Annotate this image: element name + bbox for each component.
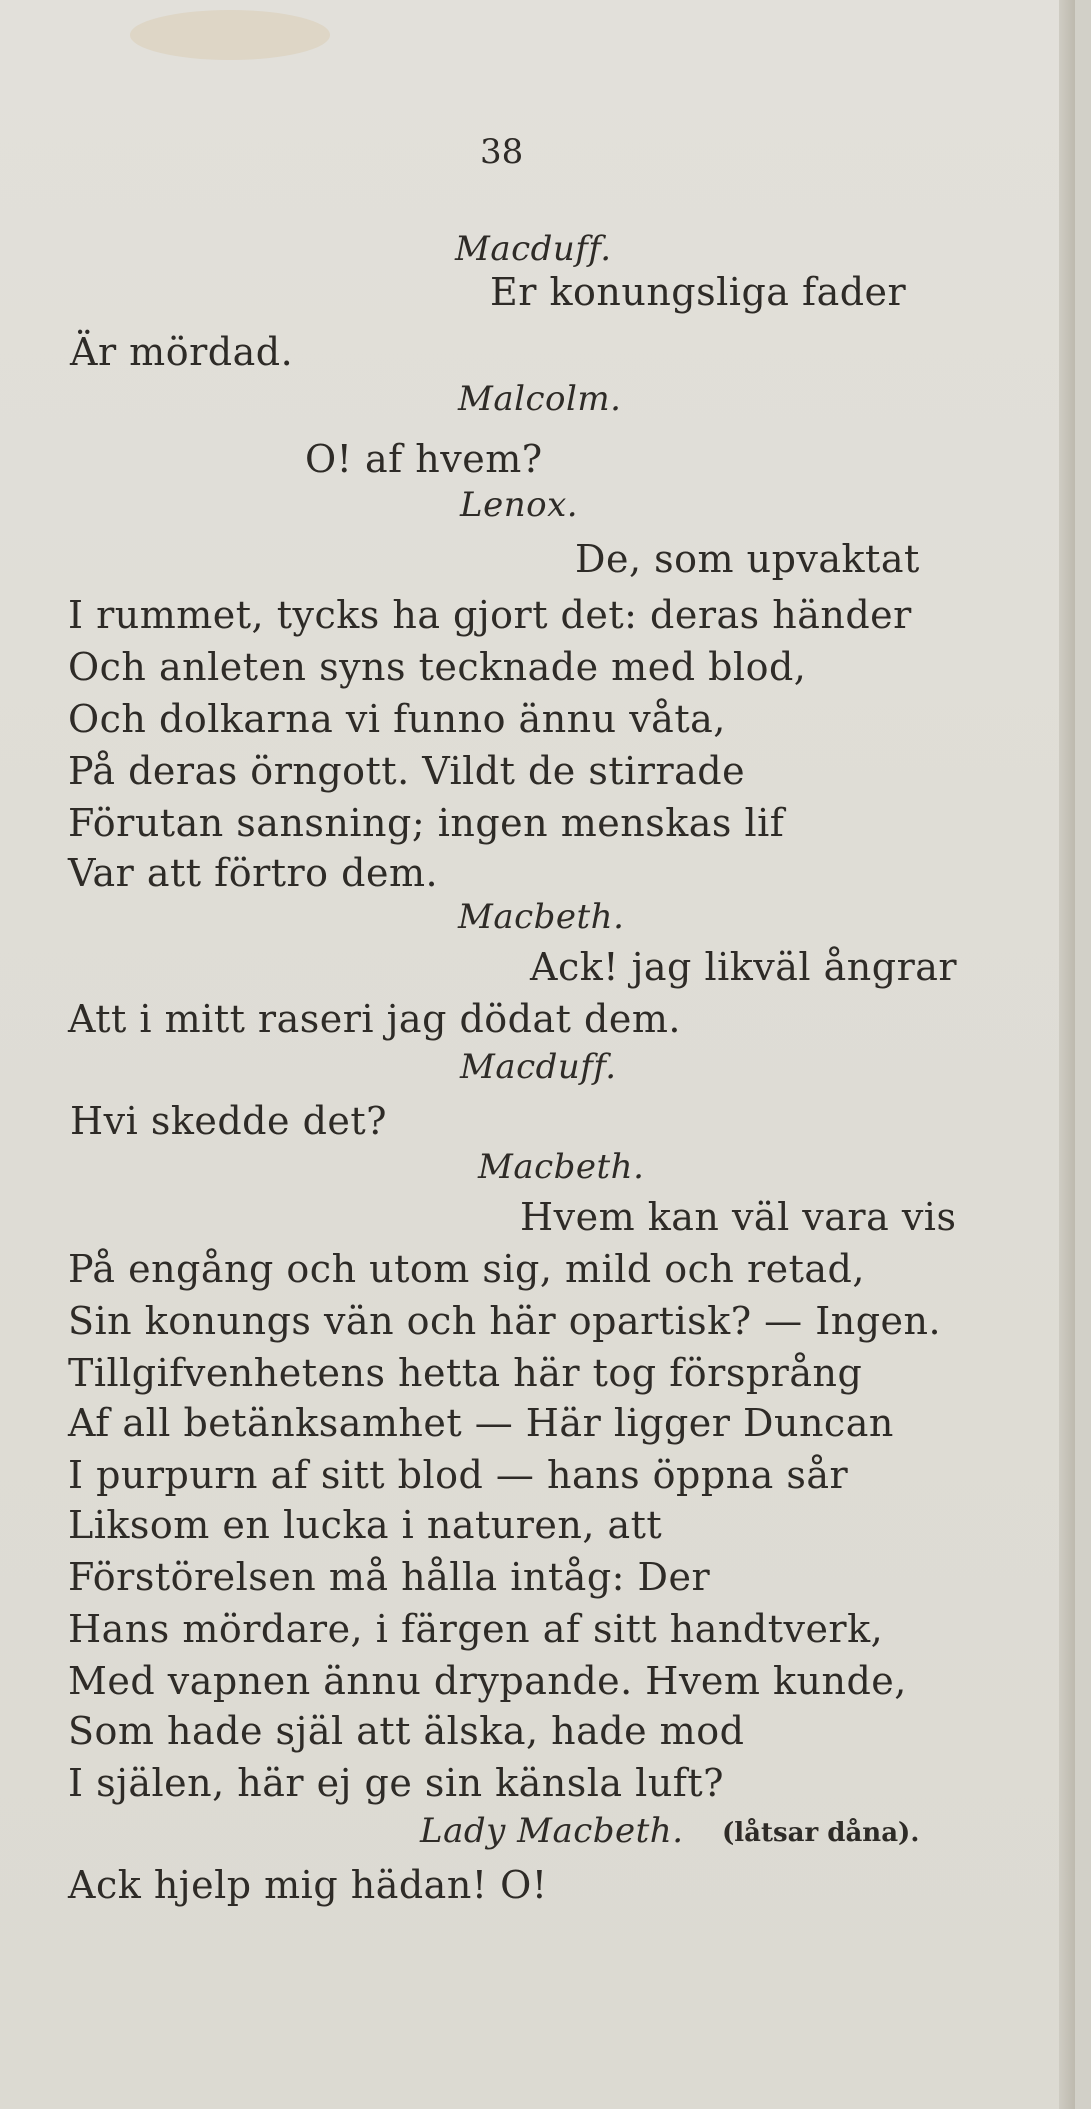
verse-line: I purpurn af sitt blod — hans öppna sår xyxy=(68,1453,849,1497)
verse-line: Er konungsliga fader xyxy=(490,270,907,314)
verse-line: Att i mitt raseri jag dödat dem. xyxy=(68,997,681,1041)
verse-line: Tillgifvenhetens hetta här tog försprång xyxy=(68,1351,863,1395)
verse-line: Var att förtro dem. xyxy=(68,851,439,895)
verse-line: Ack! jag likväl ångrar xyxy=(530,945,958,989)
verse-line: O! af hvem? xyxy=(305,437,543,481)
verse-line: Som hade själ att älska, hade mod xyxy=(68,1709,745,1753)
verse-line: Hvem kan väl vara vis xyxy=(520,1195,957,1239)
verse-line: Är mördad. xyxy=(70,330,294,374)
verse-line: I själen, här ej ge sin känsla luft? xyxy=(68,1761,725,1805)
page-edge xyxy=(1059,0,1075,2109)
verse-line: Af all betänksamhet — Här ligger Duncan xyxy=(68,1401,894,1445)
verse-line: Förutan sansning; ingen menskas lif xyxy=(68,801,785,845)
verse-line: Och anleten syns tecknade med blod, xyxy=(68,645,807,689)
speaker-macbeth: Macbeth. xyxy=(478,1147,645,1187)
verse-line: Hans mördare, i färgen af sitt handtverk, xyxy=(68,1607,884,1651)
verse-line: Och dolkarna vi funno ännu våta, xyxy=(68,697,726,741)
verse-line: På engång och utom sig, mild och retad, xyxy=(68,1247,865,1291)
verse-line: Hvi skedde det? xyxy=(70,1099,388,1143)
verse-line: Ack hjelp mig hädan! O! xyxy=(68,1863,548,1907)
page-number: 38 xyxy=(480,132,524,172)
verse-line: Med vapnen ännu drypande. Hvem kunde, xyxy=(68,1659,907,1703)
speaker-macduff: Macduff. xyxy=(460,1047,617,1087)
verse-line: Liksom en lucka i naturen, att xyxy=(68,1503,663,1547)
verse-line: På deras örngott. Vildt de stirrade xyxy=(68,749,746,793)
speaker-lady-macbeth: Lady Macbeth. xyxy=(420,1811,684,1851)
verse-line: I rummet, tycks ha gjort det: deras händer xyxy=(68,593,912,637)
verse-line: Sin konungs vän och här opartisk? — Ingen. xyxy=(68,1299,942,1343)
speaker-macduff: Macduff. xyxy=(455,229,612,269)
speaker-lenox: Lenox. xyxy=(460,485,579,525)
verse-line: De, som upvaktat xyxy=(575,537,920,581)
stage-direction: (låtsar dåna). xyxy=(722,1818,920,1848)
verse-line: Förstörelsen må hålla intåg: Der xyxy=(68,1555,711,1599)
paper-stain xyxy=(130,10,330,60)
speaker-malcolm: Malcolm. xyxy=(458,379,622,419)
speaker-macbeth: Macbeth. xyxy=(458,897,625,937)
